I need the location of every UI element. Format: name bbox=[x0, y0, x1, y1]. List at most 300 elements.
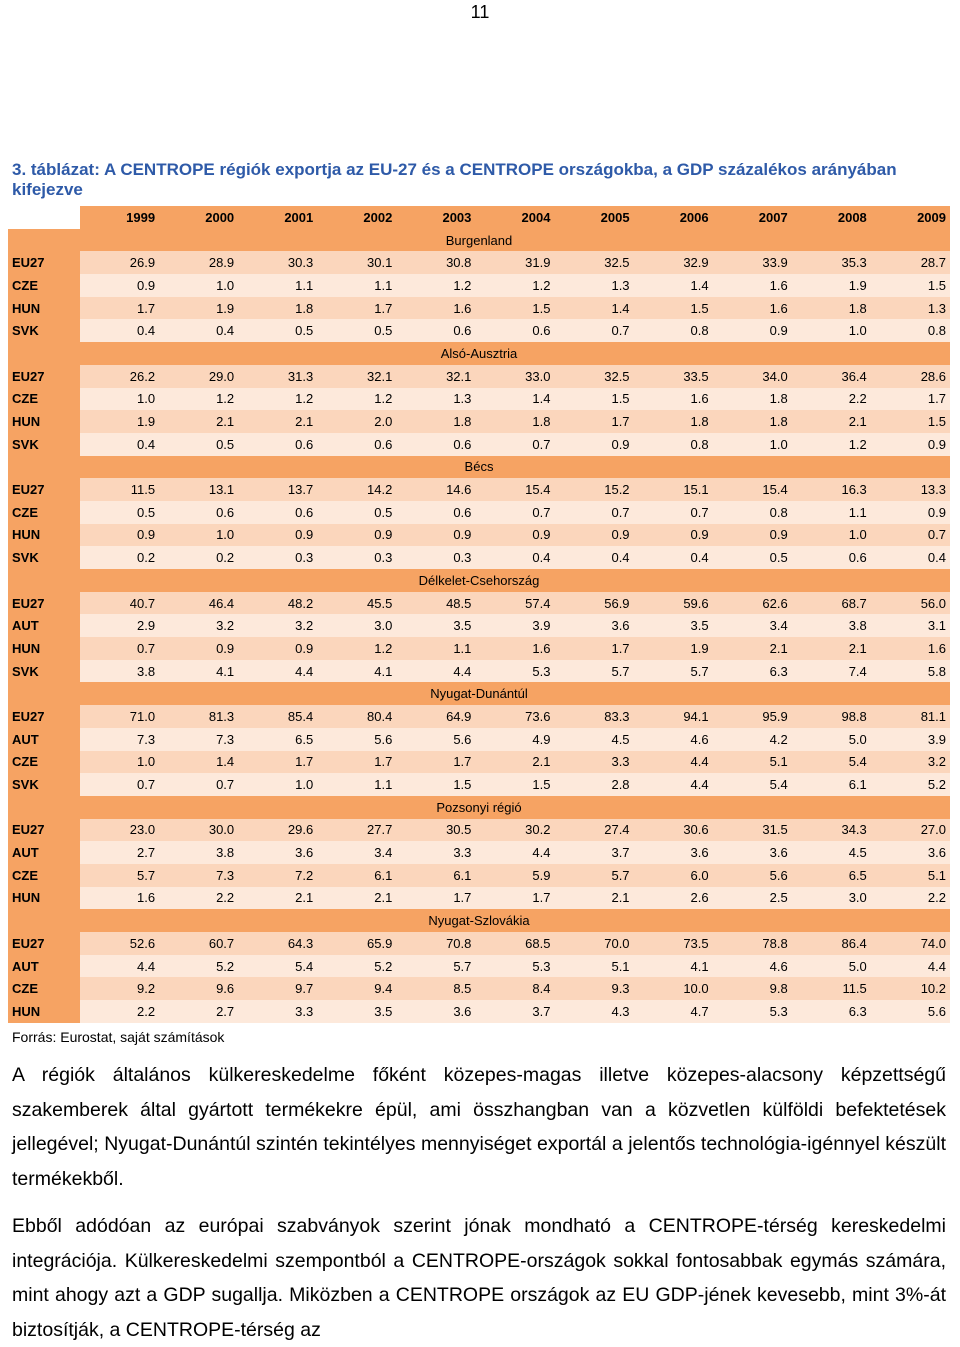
table-cell: 3.6 bbox=[634, 841, 713, 864]
table-row bbox=[8, 501, 950, 524]
table-cell: 0.9 bbox=[871, 433, 950, 456]
table-cell: 3.1 bbox=[871, 614, 950, 637]
table-cell: 2.2 bbox=[159, 887, 238, 910]
year-header: 1999 bbox=[80, 206, 159, 229]
row-label: HUN bbox=[8, 297, 80, 320]
table-cell: 1.4 bbox=[634, 274, 713, 297]
row-label: AUT bbox=[8, 728, 80, 751]
table-cell: 0.9 bbox=[80, 274, 159, 297]
table-cell: 3.6 bbox=[713, 841, 792, 864]
table-cell: 81.3 bbox=[159, 705, 238, 728]
table-cell: 5.6 bbox=[317, 728, 396, 751]
table-cell: 7.3 bbox=[159, 864, 238, 887]
table-row bbox=[8, 388, 950, 411]
table-cell: 3.8 bbox=[159, 841, 238, 864]
row-label: EU27 bbox=[8, 705, 80, 728]
table-cell: 1.7 bbox=[317, 751, 396, 774]
table-cell: 26.9 bbox=[80, 251, 159, 274]
year-header-row bbox=[8, 206, 950, 229]
table-cell: 70.8 bbox=[396, 932, 475, 955]
table-cell: 3.8 bbox=[792, 614, 871, 637]
year-header: 2007 bbox=[713, 206, 792, 229]
table-cell: 8.5 bbox=[396, 977, 475, 1000]
table-cell: 4.4 bbox=[634, 751, 713, 774]
table-cell: 1.2 bbox=[317, 637, 396, 660]
table-cell: 3.5 bbox=[396, 614, 475, 637]
row-label: CZE bbox=[8, 864, 80, 887]
table-cell: 94.1 bbox=[634, 705, 713, 728]
region-header-row bbox=[8, 796, 950, 819]
table-cell: 0.8 bbox=[634, 433, 713, 456]
table-cell: 1.0 bbox=[159, 524, 238, 547]
table-row bbox=[8, 592, 950, 615]
table-cell: 1.0 bbox=[80, 751, 159, 774]
row-label: SVK bbox=[8, 319, 80, 342]
table-cell: 46.4 bbox=[159, 592, 238, 615]
table-cell: 1.6 bbox=[80, 887, 159, 910]
row-label: HUN bbox=[8, 1000, 80, 1023]
table-cell: 29.0 bbox=[159, 365, 238, 388]
table-cell: 2.2 bbox=[871, 887, 950, 910]
table-cell: 9.4 bbox=[317, 977, 396, 1000]
table-cell: 5.6 bbox=[396, 728, 475, 751]
year-header: 2002 bbox=[317, 206, 396, 229]
table-cell: 4.9 bbox=[475, 728, 554, 751]
row-label: HUN bbox=[8, 887, 80, 910]
table-cell: 4.6 bbox=[713, 955, 792, 978]
table-row bbox=[8, 274, 950, 297]
table-cell: 1.0 bbox=[792, 524, 871, 547]
table-cell: 1.7 bbox=[475, 887, 554, 910]
table-cell: 3.0 bbox=[317, 614, 396, 637]
table-cell: 3.3 bbox=[396, 841, 475, 864]
table-cell: 1.4 bbox=[475, 388, 554, 411]
table-cell: 1.1 bbox=[792, 501, 871, 524]
table-cell: 30.5 bbox=[396, 819, 475, 842]
table-cell: 2.1 bbox=[317, 887, 396, 910]
year-header: 2003 bbox=[396, 206, 475, 229]
table-cell: 56.9 bbox=[554, 592, 633, 615]
row-label: CZE bbox=[8, 751, 80, 774]
source-note: Forrás: Eurostat, saját számítások bbox=[12, 1029, 225, 1045]
table-cell: 0.4 bbox=[159, 319, 238, 342]
table-cell: 7.2 bbox=[238, 864, 317, 887]
table-cell: 0.9 bbox=[713, 524, 792, 547]
table-cell: 85.4 bbox=[238, 705, 317, 728]
table-cell: 1.9 bbox=[159, 297, 238, 320]
table-cell: 0.3 bbox=[238, 546, 317, 569]
region-header-row bbox=[8, 909, 950, 932]
table-cell: 5.1 bbox=[871, 864, 950, 887]
year-header: 2004 bbox=[475, 206, 554, 229]
table-cell: 6.5 bbox=[792, 864, 871, 887]
table-cell: 13.7 bbox=[238, 478, 317, 501]
table-cell: 7.4 bbox=[792, 660, 871, 683]
table-cell: 8.4 bbox=[475, 977, 554, 1000]
table-cell: 1.7 bbox=[80, 297, 159, 320]
table-cell: 2.6 bbox=[634, 887, 713, 910]
table-cell: 6.1 bbox=[317, 864, 396, 887]
table-cell: 3.2 bbox=[159, 614, 238, 637]
table-cell: 5.1 bbox=[713, 751, 792, 774]
table-cell: 2.1 bbox=[238, 887, 317, 910]
table-cell: 2.1 bbox=[238, 410, 317, 433]
table-cell: 11.5 bbox=[792, 977, 871, 1000]
table-cell: 4.4 bbox=[80, 955, 159, 978]
table-cell: 48.2 bbox=[238, 592, 317, 615]
table-cell: 1.5 bbox=[871, 274, 950, 297]
region-header-row bbox=[8, 342, 950, 365]
table-cell: 5.7 bbox=[396, 955, 475, 978]
table-cell: 0.3 bbox=[396, 546, 475, 569]
table-cell: 5.2 bbox=[159, 955, 238, 978]
table-cell: 1.2 bbox=[238, 388, 317, 411]
table-cell: 35.3 bbox=[792, 251, 871, 274]
table-cell: 2.1 bbox=[792, 637, 871, 660]
table-cell: 1.3 bbox=[871, 297, 950, 320]
table-cell: 73.5 bbox=[634, 932, 713, 955]
table-cell: 0.9 bbox=[317, 524, 396, 547]
table-cell: 70.0 bbox=[554, 932, 633, 955]
table-cell: 3.6 bbox=[554, 614, 633, 637]
table-cell: 9.8 bbox=[713, 977, 792, 1000]
row-label: AUT bbox=[8, 955, 80, 978]
table-row bbox=[8, 932, 950, 955]
table-cell: 4.5 bbox=[792, 841, 871, 864]
table-cell: 1.7 bbox=[554, 410, 633, 433]
table-cell: 5.4 bbox=[238, 955, 317, 978]
table-row bbox=[8, 819, 950, 842]
row-label: CZE bbox=[8, 388, 80, 411]
table-cell: 80.4 bbox=[317, 705, 396, 728]
table-cell: 0.9 bbox=[713, 319, 792, 342]
table-cell: 32.5 bbox=[554, 251, 633, 274]
table-cell: 1.3 bbox=[554, 274, 633, 297]
row-label: HUN bbox=[8, 410, 80, 433]
table-cell: 59.6 bbox=[634, 592, 713, 615]
table-cell: 9.3 bbox=[554, 977, 633, 1000]
table-cell: 1.6 bbox=[713, 297, 792, 320]
table-cell: 1.1 bbox=[396, 637, 475, 660]
table-cell: 30.1 bbox=[317, 251, 396, 274]
table-cell: 0.5 bbox=[317, 501, 396, 524]
row-label: HUN bbox=[8, 524, 80, 547]
row-label: SVK bbox=[8, 546, 80, 569]
table-cell: 4.2 bbox=[713, 728, 792, 751]
table-cell: 71.0 bbox=[80, 705, 159, 728]
table-cell: 0.9 bbox=[554, 524, 633, 547]
table-cell: 0.7 bbox=[80, 637, 159, 660]
row-label: CZE bbox=[8, 501, 80, 524]
table-cell: 0.6 bbox=[396, 319, 475, 342]
table-cell: 0.9 bbox=[396, 524, 475, 547]
table-cell: 28.7 bbox=[871, 251, 950, 274]
table-cell: 0.6 bbox=[159, 501, 238, 524]
table-row bbox=[8, 1000, 950, 1023]
table-cell: 3.0 bbox=[792, 887, 871, 910]
table-cell: 0.5 bbox=[238, 319, 317, 342]
table-cell: 1.1 bbox=[317, 773, 396, 796]
table-cell: 1.0 bbox=[713, 433, 792, 456]
table-cell: 32.5 bbox=[554, 365, 633, 388]
row-label: EU27 bbox=[8, 932, 80, 955]
row-label: AUT bbox=[8, 841, 80, 864]
table-cell: 3.6 bbox=[396, 1000, 475, 1023]
table-cell: 33.0 bbox=[475, 365, 554, 388]
table-row bbox=[8, 751, 950, 774]
table-cell: 30.6 bbox=[634, 819, 713, 842]
table-cell: 30.8 bbox=[396, 251, 475, 274]
table-cell: 3.7 bbox=[554, 841, 633, 864]
table-cell: 4.7 bbox=[634, 1000, 713, 1023]
table-cell: 4.4 bbox=[238, 660, 317, 683]
table-cell: 57.4 bbox=[475, 592, 554, 615]
table-cell: 1.5 bbox=[475, 773, 554, 796]
table-row bbox=[8, 773, 950, 796]
table-cell: 45.5 bbox=[317, 592, 396, 615]
table-cell: 3.3 bbox=[238, 1000, 317, 1023]
table-cell: 0.7 bbox=[80, 773, 159, 796]
table-cell: 0.5 bbox=[317, 319, 396, 342]
table-cell: 5.3 bbox=[475, 955, 554, 978]
region-header-row bbox=[8, 456, 950, 479]
row-label: HUN bbox=[8, 637, 80, 660]
table-cell: 98.8 bbox=[792, 705, 871, 728]
table-cell: 1.8 bbox=[634, 410, 713, 433]
table-cell: 14.2 bbox=[317, 478, 396, 501]
table-cell: 1.1 bbox=[238, 274, 317, 297]
region-header-row bbox=[8, 682, 950, 705]
table-cell: 34.0 bbox=[713, 365, 792, 388]
table-row bbox=[8, 524, 950, 547]
table-cell: 73.6 bbox=[475, 705, 554, 728]
table-cell: 1.8 bbox=[713, 410, 792, 433]
table-cell: 0.6 bbox=[396, 433, 475, 456]
table-cell: 4.6 bbox=[634, 728, 713, 751]
table-cell: 4.4 bbox=[634, 773, 713, 796]
table-cell: 1.2 bbox=[159, 388, 238, 411]
table-cell: 65.9 bbox=[317, 932, 396, 955]
table-cell: 28.9 bbox=[159, 251, 238, 274]
table-cell: 0.6 bbox=[238, 501, 317, 524]
table-cell: 6.3 bbox=[713, 660, 792, 683]
table-cell: 31.5 bbox=[713, 819, 792, 842]
table-row bbox=[8, 955, 950, 978]
table-cell: 27.0 bbox=[871, 819, 950, 842]
table-cell: 4.3 bbox=[554, 1000, 633, 1023]
table-cell: 1.5 bbox=[634, 297, 713, 320]
region-name: Délkelet-Csehország bbox=[8, 569, 950, 592]
table-cell: 0.8 bbox=[634, 319, 713, 342]
table-cell: 95.9 bbox=[713, 705, 792, 728]
region-header-row bbox=[8, 229, 950, 252]
table-cell: 1.2 bbox=[317, 388, 396, 411]
table-cell: 1.0 bbox=[80, 388, 159, 411]
table-cell: 1.5 bbox=[396, 773, 475, 796]
table-cell: 4.4 bbox=[475, 841, 554, 864]
year-header: 2006 bbox=[634, 206, 713, 229]
table-row bbox=[8, 864, 950, 887]
table-cell: 2.1 bbox=[475, 751, 554, 774]
table-cell: 68.7 bbox=[792, 592, 871, 615]
region-name: Nyugat-Dunántúl bbox=[8, 682, 950, 705]
table-cell: 31.9 bbox=[475, 251, 554, 274]
table-row bbox=[8, 660, 950, 683]
table-cell: 1.0 bbox=[792, 319, 871, 342]
table-cell: 0.4 bbox=[634, 546, 713, 569]
table-cell: 2.2 bbox=[792, 388, 871, 411]
table-row bbox=[8, 433, 950, 456]
table-cell: 27.7 bbox=[317, 819, 396, 842]
table-cell: 1.4 bbox=[554, 297, 633, 320]
table-row bbox=[8, 977, 950, 1000]
table-cell: 3.6 bbox=[238, 841, 317, 864]
table-cell: 1.8 bbox=[475, 410, 554, 433]
table-cell: 0.2 bbox=[80, 546, 159, 569]
table-cell: 1.7 bbox=[554, 637, 633, 660]
table-cell: 6.5 bbox=[238, 728, 317, 751]
table-cell: 28.6 bbox=[871, 365, 950, 388]
table-cell: 34.3 bbox=[792, 819, 871, 842]
table-cell: 1.5 bbox=[475, 297, 554, 320]
table-cell: 6.3 bbox=[792, 1000, 871, 1023]
table-cell: 2.9 bbox=[80, 614, 159, 637]
table-cell: 2.2 bbox=[80, 1000, 159, 1023]
row-label: CZE bbox=[8, 977, 80, 1000]
paragraph-2: Ebből adódóan az európai szabványok szerint jónak mondható a CENTROPE-térség kereskedelmi integrációja. Külkereskedelmi szempontból a CENTROPE-országok sokkal fontosabbak egymás számára, mint ahogy azt a GDP sugallja. Miközben a CENTROPE országok az EU GDP-jének kevesebb, mint 3%-át biztosítják, a CENTROPE-térség az bbox=[12, 1215, 946, 1341]
table-cell: 3.3 bbox=[554, 751, 633, 774]
table-cell: 3.6 bbox=[871, 841, 950, 864]
table-cell: 32.1 bbox=[317, 365, 396, 388]
table-cell: 1.0 bbox=[238, 773, 317, 796]
table-cell: 1.5 bbox=[554, 388, 633, 411]
table-cell: 1.9 bbox=[80, 410, 159, 433]
table-cell: 1.8 bbox=[396, 410, 475, 433]
table-cell: 86.4 bbox=[792, 932, 871, 955]
table-cell: 0.6 bbox=[317, 433, 396, 456]
table-cell: 30.2 bbox=[475, 819, 554, 842]
table-cell: 3.4 bbox=[713, 614, 792, 637]
table-row bbox=[8, 251, 950, 274]
table-cell: 0.3 bbox=[317, 546, 396, 569]
table-cell: 0.4 bbox=[80, 433, 159, 456]
header-corner bbox=[8, 206, 80, 229]
table-cell: 0.2 bbox=[159, 546, 238, 569]
table-cell: 5.0 bbox=[792, 728, 871, 751]
table-cell: 4.4 bbox=[396, 660, 475, 683]
table-row bbox=[8, 297, 950, 320]
table-row bbox=[8, 319, 950, 342]
table-cell: 23.0 bbox=[80, 819, 159, 842]
year-header: 2000 bbox=[159, 206, 238, 229]
table-cell: 0.9 bbox=[80, 524, 159, 547]
table-cell: 0.4 bbox=[554, 546, 633, 569]
table-cell: 74.0 bbox=[871, 932, 950, 955]
table-cell: 0.9 bbox=[238, 637, 317, 660]
row-label: SVK bbox=[8, 773, 80, 796]
table-cell: 33.9 bbox=[713, 251, 792, 274]
table-cell: 9.2 bbox=[80, 977, 159, 1000]
table-cell: 2.0 bbox=[317, 410, 396, 433]
table-cell: 0.6 bbox=[238, 433, 317, 456]
table-cell: 13.1 bbox=[159, 478, 238, 501]
table-cell: 0.4 bbox=[871, 546, 950, 569]
table-cell: 4.1 bbox=[317, 660, 396, 683]
table-cell: 1.7 bbox=[238, 751, 317, 774]
table-cell: 13.3 bbox=[871, 478, 950, 501]
table-cell: 48.5 bbox=[396, 592, 475, 615]
table-cell: 5.8 bbox=[871, 660, 950, 683]
region-name: Nyugat-Szlovákia bbox=[8, 909, 950, 932]
table-cell: 3.7 bbox=[475, 1000, 554, 1023]
table-cell: 5.1 bbox=[554, 955, 633, 978]
table-cell: 5.7 bbox=[554, 660, 633, 683]
region-name: Pozsonyi régió bbox=[8, 796, 950, 819]
table-cell: 64.3 bbox=[238, 932, 317, 955]
table-cell: 0.7 bbox=[871, 524, 950, 547]
table-cell: 6.0 bbox=[634, 864, 713, 887]
table-cell: 1.7 bbox=[396, 751, 475, 774]
table-cell: 10.0 bbox=[634, 977, 713, 1000]
table-cell: 5.7 bbox=[634, 660, 713, 683]
year-header: 2009 bbox=[871, 206, 950, 229]
table-cell: 0.7 bbox=[634, 501, 713, 524]
year-header: 2001 bbox=[238, 206, 317, 229]
row-label: EU27 bbox=[8, 819, 80, 842]
table-cell: 5.6 bbox=[713, 864, 792, 887]
table-cell: 1.7 bbox=[317, 297, 396, 320]
table-cell: 5.3 bbox=[475, 660, 554, 683]
region-name: Bécs bbox=[8, 456, 950, 479]
table-cell: 7.3 bbox=[80, 728, 159, 751]
table-row bbox=[8, 637, 950, 660]
table-cell: 64.9 bbox=[396, 705, 475, 728]
table-cell: 1.5 bbox=[871, 410, 950, 433]
table-cell: 0.8 bbox=[871, 319, 950, 342]
row-label: SVK bbox=[8, 433, 80, 456]
table-row bbox=[8, 887, 950, 910]
table-cell: 62.6 bbox=[713, 592, 792, 615]
table-cell: 5.6 bbox=[871, 1000, 950, 1023]
table-cell: 1.9 bbox=[792, 274, 871, 297]
row-label: CZE bbox=[8, 274, 80, 297]
table-cell: 60.7 bbox=[159, 932, 238, 955]
table-cell: 1.8 bbox=[238, 297, 317, 320]
table-cell: 29.6 bbox=[238, 819, 317, 842]
export-table bbox=[8, 206, 950, 1023]
table-cell: 56.0 bbox=[871, 592, 950, 615]
table-caption: 3. táblázat: A CENTROPE régiók exportja az EU-27 és a CENTROPE országokba, a GDP százalékos arányában kifejezve bbox=[12, 160, 897, 199]
table-cell: 6.1 bbox=[396, 864, 475, 887]
table-cell: 4.1 bbox=[159, 660, 238, 683]
table-cell: 5.3 bbox=[713, 1000, 792, 1023]
table-cell: 4.4 bbox=[871, 955, 950, 978]
table-row bbox=[8, 478, 950, 501]
table-cell: 0.4 bbox=[80, 319, 159, 342]
table-cell: 3.9 bbox=[475, 614, 554, 637]
table-cell: 1.6 bbox=[634, 388, 713, 411]
table-cell: 5.2 bbox=[317, 955, 396, 978]
table-cell: 2.7 bbox=[80, 841, 159, 864]
table-cell: 78.8 bbox=[713, 932, 792, 955]
table-cell: 0.4 bbox=[475, 546, 554, 569]
table-cell: 0.9 bbox=[634, 524, 713, 547]
table-cell: 32.1 bbox=[396, 365, 475, 388]
table-cell: 30.3 bbox=[238, 251, 317, 274]
table-cell: 7.3 bbox=[159, 728, 238, 751]
table-cell: 5.4 bbox=[713, 773, 792, 796]
table-cell: 0.9 bbox=[475, 524, 554, 547]
